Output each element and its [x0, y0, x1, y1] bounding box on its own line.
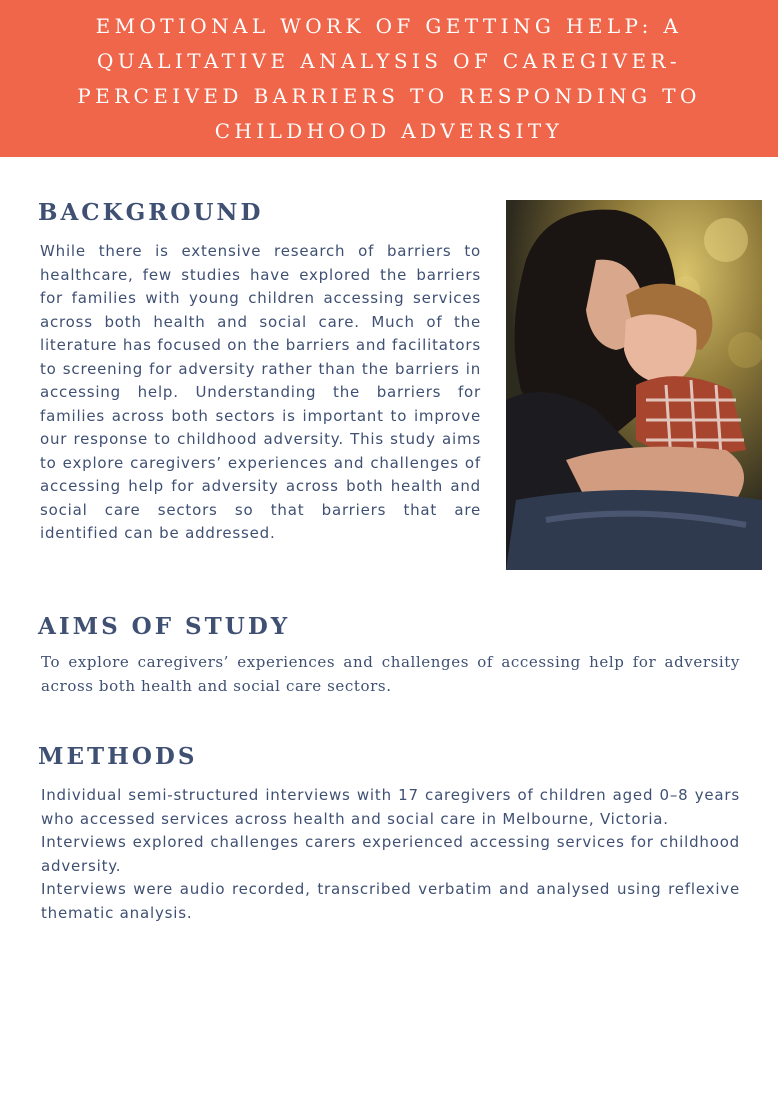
aims-text: To explore caregivers’ experiences and challenges of accessing help for adversity across both health and social care sectors.: [41, 653, 740, 695]
background-text: While there is extensive research of barriers to healthcare, few studies have explored the barriers for families with young children accessing services across both health and social care. Much of the literature has focused on the barriers and facilitators to screening for adversity rather than the barriers in accessing help. Understanding the barriers for families across both sectors is important to improve our response to childhood adversity. This study aims to explore caregivers’ experiences and challenges of accessing help for adversity across both health and social care sectors so that barriers that are identified can be addressed.: [40, 242, 481, 542]
aims-heading: AIMS OF STUDY: [38, 613, 291, 640]
poster-title: EMOTIONAL WORK OF GETTING HELP: A QUALITATIVE ANALYSIS OF CAREGIVER-PERCEIVED BARRIERS TO RESPONDING TO CHILDHOOD ADVERSITY: [77, 13, 701, 143]
photo-illustration: [506, 200, 762, 570]
background-heading: BACKGROUND: [38, 199, 264, 226]
methods-heading: METHODS: [38, 743, 198, 770]
methods-line: Interviews explored challenges carers experienced accessing services for childhood adversity.: [41, 833, 740, 875]
title-banner: [0, 0, 778, 157]
mother-child-photo: [506, 200, 762, 570]
methods-line: Individual semi-structured interviews with 17 caregivers of children aged 0–8 years who accessed services across health and social care in Melbourne, Victoria.: [41, 786, 740, 828]
methods-text: [41, 784, 740, 925]
methods-line: Interviews were audio recorded, transcribed verbatim and analysed using reflexive thematic analysis.: [41, 880, 740, 922]
